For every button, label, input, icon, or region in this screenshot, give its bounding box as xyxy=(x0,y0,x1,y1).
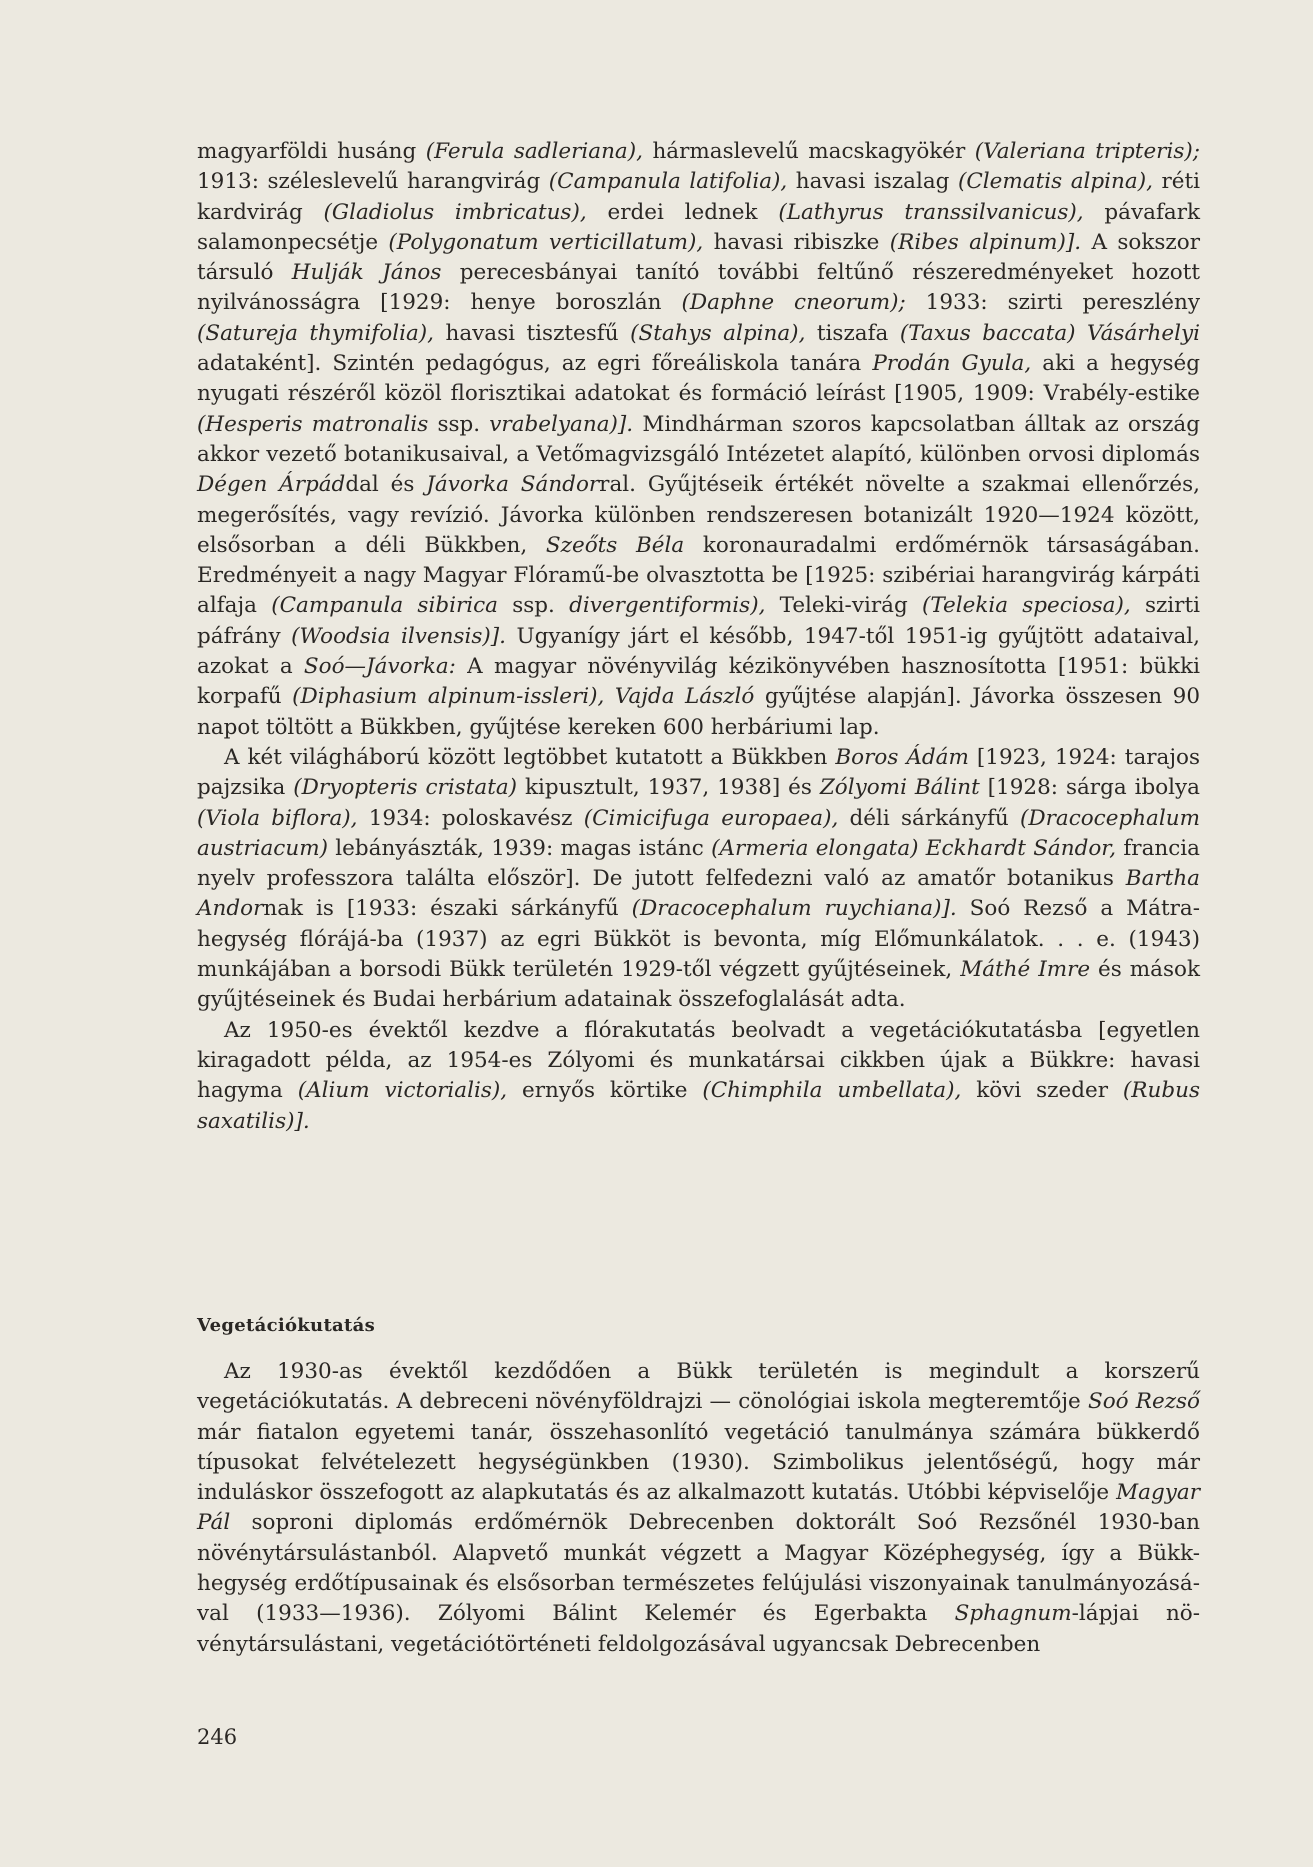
paragraph-1-run-15: havasi ribiszke xyxy=(703,229,890,255)
paragraph-2-run-7: [1928: sárga ibolya xyxy=(979,775,1201,801)
paragraph-1-run-11: erdei lednek xyxy=(586,199,779,225)
paragraph-3-run-4: (Chimphila umbellata), xyxy=(702,1078,962,1104)
paragraph-2-run-15: francia nyelv professzora találta először]. De jutott felfedezni való az amatőr botanikus xyxy=(197,835,1200,892)
paragraph-1-run-35: dal és xyxy=(345,472,427,498)
section-paragraph-run-1: Az 1930-as évektől kezdődően a Bükk területén is megindult a korszerű vegetációkutatás. A debreceni növényföldrajzi — cönológiai iskola megteremtője xyxy=(197,1359,1200,1415)
paragraph-2 xyxy=(197,743,1200,1016)
paragraph-2-run-16: Bartha Andor xyxy=(197,866,1200,922)
paragraph-2-run-18: (Dracocephalum ruychiana)]. xyxy=(631,896,957,922)
paragraph-1-run-40: (Campanula sibirica xyxy=(271,593,498,619)
section-heading: Vegetációkutatás xyxy=(197,1315,376,1336)
section-paragraph-run-7: -lápjai növénytársulástani, vegetációtörténeti feldolgozásával ugyancsak Debrecenben xyxy=(197,1601,1200,1657)
paragraph-2-run-9: 1934: poloskavész xyxy=(357,805,584,831)
section-paragraph-run-6: Sphagnum xyxy=(954,1601,1072,1627)
paragraph-2-run-12: (Dracocephalum austriacum) xyxy=(197,805,1200,861)
section-paragraph-run-3: már fiatalon egyetemi tanár, összehasonlító vegetáció tanulmánya számára bükkerdő típusokat felvételezett hegységünkben (1930). Szimbolikus jelentőségű, hogy már induláskor összefogott az alapkutatás és az alkalmazott kutatás. Utóbbi képviselője xyxy=(197,1419,1200,1506)
paragraph-1-run-23: havasi tisztesfű xyxy=(434,320,631,346)
paragraph-1-run-46: (Woodsia ilvensis)]. xyxy=(291,623,506,649)
paragraph-2-run-8: (Viola biflora), xyxy=(197,805,358,831)
paragraph-2-run-4: (Dryopteris cristata) xyxy=(293,775,518,801)
paragraph-1-run-28: Prodán Gyula, xyxy=(872,351,1032,377)
paragraph-1-run-34: Dégen Árpád xyxy=(197,472,346,498)
paragraph-2-run-13: lebányászták, 1939: magas istánc xyxy=(327,835,712,861)
paragraph-1-run-3: hármaslevelű macskagyökér xyxy=(642,139,975,164)
paragraph-1-run-27: adataként]. Szintén pedagógus, az egri főreáliskola tanára xyxy=(197,351,873,377)
paragraph-1-run-13: pávafark salamonpecsétje xyxy=(197,199,1201,255)
section-paragraph-run-2: Soó Rezső xyxy=(1087,1389,1201,1415)
paragraph-2-run-17: nak is [1933: északi sárkányfű xyxy=(263,896,632,922)
paragraph-1-run-41: ssp. xyxy=(497,593,570,619)
paragraph-2-run-14: (Armeria elongata) Eckhardt Sándor, xyxy=(711,835,1117,861)
paragraph-2-run-3: [1923, 1924: tarajos pajzsika xyxy=(197,744,1201,801)
section-paragraph-run-4: Magyar Pál xyxy=(197,1480,1200,1536)
main-text-column xyxy=(197,137,1200,1137)
paragraph-3-run-6: (Rubus saxatilis)]. xyxy=(197,1078,1200,1134)
paragraph-1-run-43: Teleki-virág xyxy=(765,593,922,619)
paragraph-1-run-22: (Satureja thymifolia), xyxy=(197,320,434,346)
paragraph-1-run-45: szirti páfrány xyxy=(197,593,1200,649)
paragraph-3-run-1: Az 1950-es évektől kezdve a flórakutatás beolvadt a vegetációkutatásba [egyetlen kiragadott példa, az 1954-es Zólyomi és munkatársai cikkben újak a Bükkre: havasi hagyma xyxy=(197,1017,1200,1104)
paragraph-1-run-37: ral. Gyűjtéseik értékét növelte a szakmai ellenőrzés, megerősítés, vagy revízió. Jávorka különben rendszeresen botanizált 1920—1924 között, elsősorban a déli Bükkben, xyxy=(197,472,1200,558)
paragraph-1-run-24: (Stahys alpina), xyxy=(630,320,806,346)
paragraph-1-run-21: 1933: szirti pereszlény xyxy=(905,290,1200,316)
paragraph-3-run-5: kövi szeder xyxy=(961,1078,1123,1104)
paragraph-2-run-6: Zólyomi Bálint xyxy=(819,775,980,801)
paragraph-3-run-2: (Alium victorialis), xyxy=(297,1078,508,1104)
paragraph-2-run-2: Boros Ádám xyxy=(835,744,969,770)
paragraph-1-run-38: Szeőts Béla xyxy=(545,532,685,558)
paragraph-3 xyxy=(197,1016,1200,1137)
paragraph-2-run-20: Máthé Imre xyxy=(960,957,1091,983)
paragraph-1-run-31: ssp. xyxy=(428,411,490,437)
paragraph-1-run-26: (Taxus baccata) Vásárhelyi xyxy=(899,320,1201,346)
paragraph-1-run-33: Mindhárman szoros kapcsolatban álltak az ország akkor vezető botanikusaival, a Vetőmagvizsgáló Intézetet alapító, különben orvosi diplomás xyxy=(197,411,1200,467)
paragraph-1-run-39: koronauradalmi erdőmérnök társaságában. Eredményeit a nagy Magyar Flóramű-be olvasztotta be [1925: szibériai harangvirág kárpáti alfaja xyxy=(197,532,1200,619)
paragraph-1 xyxy=(197,137,1200,743)
paragraph-2-run-21: és mások gyűjtéseinek és Budai herbárium adatainak összefoglalását adta. xyxy=(197,957,1200,1013)
paragraph-1-run-47: Ugyanígy járt el később, 1947-től 1951-ig gyűjtött adataival, azokat a xyxy=(197,623,1200,680)
paragraph-1-run-50: (Diphasium alpinum-issleri), Vajda László xyxy=(292,684,755,710)
paragraph-2-run-5: kipusztult, 1937, 1938] és xyxy=(517,775,820,801)
paragraph-1-run-4: (Valeriana tripteris); xyxy=(974,139,1200,164)
paragraph-1-run-19: perecesbányai tanító további feltűnő részeredményeket hozott nyilvánosságra [1929: henye boroszlán xyxy=(197,260,1200,316)
paragraph-2-run-19: Soó Rezső a Mátrahegység flórájá-ba (1937) az egri Bükköt is bevonta, míg Előmunkálatok. . . e. (1943) munkájában a borsodi Bükk területén 1929-től végzett gyűjtéseinek, xyxy=(197,896,1200,983)
paragraph-3-run-3: ernyős körtike xyxy=(507,1078,703,1104)
paragraph-1-run-2: (Ferula sadleriana), xyxy=(425,139,643,164)
paragraph-2-run-1: A két világháború között legtöbbet kutatott a Bükkben xyxy=(224,744,836,770)
paragraph-1-run-9: réti kardvirág xyxy=(197,169,1200,225)
paragraph-1-run-25: tiszafa xyxy=(805,320,900,346)
paragraph-1-run-14: (Polygonatum verticillatum), xyxy=(388,229,704,255)
paragraph-2-run-10: (Cimicifuga europaea), xyxy=(583,805,839,831)
paragraph-1-run-10: (Gladiolus imbricatus), xyxy=(323,199,587,225)
paragraph-1-run-17: A sokszor társuló xyxy=(197,229,1200,286)
paragraph-1-run-29: aki a hegység nyugati részéről közöl florisztikai adatokat és formáció leírást [1905, 1909: Vrabély-estike xyxy=(197,351,1201,407)
paragraph-1-run-36: Jávorka Sándor xyxy=(426,472,600,498)
section-text-column xyxy=(197,1357,1200,1660)
paragraph-1-run-6: (Campanula latifolia), xyxy=(548,169,788,195)
paragraph-1-run-1: magyarföldi husáng xyxy=(197,139,426,164)
paragraph-1-run-51: gyűjtése alapján]. Jávorka összesen 90 napot töltött a Bükkben, gyűjtése kereken 600 herbáriumi lap. xyxy=(197,684,1201,740)
paragraph-1-run-30: (Hesperis matronalis xyxy=(197,411,429,437)
paragraph-1-run-7: havasi iszalag xyxy=(787,169,958,195)
paragraph-1-run-8: (Clematis alpina), xyxy=(957,169,1153,195)
paragraph-1-run-20: (Daphne cneorum); xyxy=(681,290,906,316)
section-paragraph-run-5: soproni diplomás erdőmérnök Debrecenben doktorált Soó Rezsőnél 1930-ban növénytársulástanból. Alapvető munkát végzett a Magyar Középhegység, így a Bükk-hegység erdőtípusainak és elsősorban természetes felújulási viszonyainak tanulmányozásával (1933—1936). Zólyomi Bálint Kelemér és Egerbakta xyxy=(197,1510,1200,1627)
page-number: 246 xyxy=(197,1725,238,1749)
paragraph-1-run-5: 1913: széleslevelű harangvirág xyxy=(197,169,549,195)
paragraph-1-run-49: A magyar növényvilág kézikönyvében hasznosította [1951: bükki korpafű xyxy=(197,654,1200,710)
paragraph-1-run-16: (Ribes alpinum)]. xyxy=(889,229,1082,255)
section-paragraph xyxy=(197,1357,1200,1660)
paragraph-1-run-44: (Telekia speciosa), xyxy=(921,593,1131,619)
paragraph-1-run-12: (Lathyrus transsilvanicus), xyxy=(778,199,1084,225)
paragraph-1-run-18: Hulják János xyxy=(291,260,442,286)
paragraph-1-run-42: divergentiformis), xyxy=(569,593,766,619)
paragraph-1-run-32: vrabelyana)]. xyxy=(489,411,634,437)
paragraph-1-run-48: Soó—Jávorka: xyxy=(303,654,456,680)
paragraph-2-run-11: déli sárkányfű xyxy=(838,805,1020,831)
